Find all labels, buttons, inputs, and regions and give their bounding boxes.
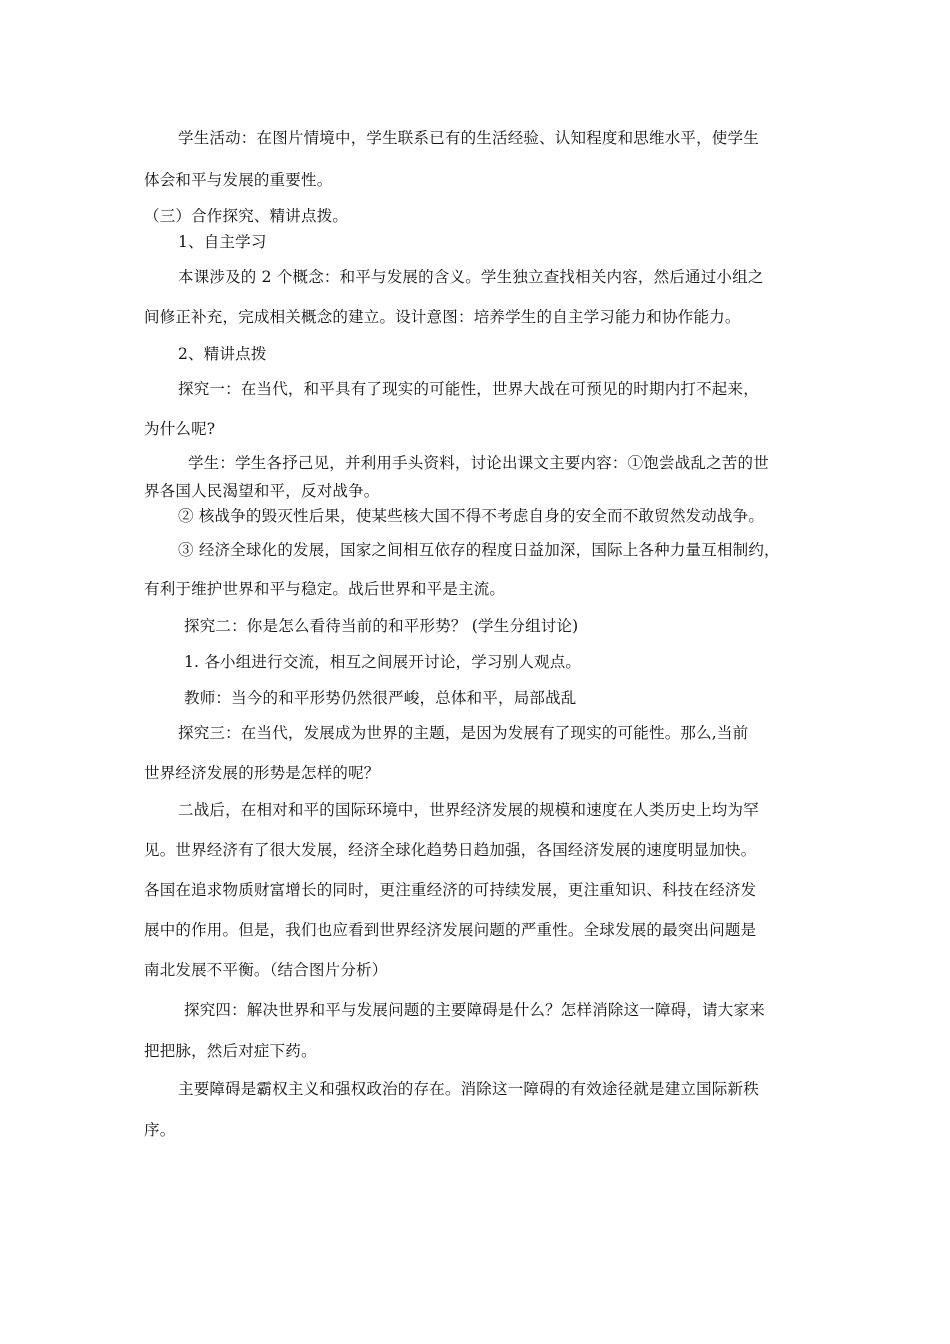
text-line: 各国在追求物质财富增长的同时，更注重经济的可持续发展，更注重知识、科技在经济发 bbox=[144, 881, 757, 899]
text-line: 主要障碍是霸权主义和强权政治的存在。消除这一障碍的有效途径就是建立国际新秩 bbox=[178, 1080, 759, 1098]
subsection-heading: 1、自主学习 bbox=[178, 233, 267, 251]
text-line: 探究四：解决世界和平与发展问题的主要障碍是什么？怎样消除这一障碍，请大家来 bbox=[184, 1001, 765, 1019]
text-line: 二战后，在相对和平的国际环境中，世界经济发展的规模和速度在人类历史上均为罕 bbox=[178, 801, 759, 819]
text-line: 见。世界经济有了很大发展，经济全球化趋势日趋加强，各国经济发展的速度明显加快。 bbox=[144, 841, 757, 859]
text-line: 探究三：在当代，发展成为世界的主题，是因为发展有了现实的可能性。那么,当前 bbox=[178, 724, 749, 742]
text-line: 教师：当今的和平形势仍然很严峻，总体和平，局部战乱 bbox=[184, 689, 577, 707]
text-line: 1. 各小组进行交流，相互之间展开讨论，学习别人观点。 bbox=[184, 653, 582, 671]
text-line: 世界经济发展的形势是怎样的呢？ bbox=[144, 764, 380, 782]
text-line: ② 核战争的毁灭性后果，使某些核大国不得不考虑自身的安全而不敢贸然发动战争。 bbox=[178, 507, 765, 525]
section-heading: （三）合作探究、精讲点拨。 bbox=[144, 207, 349, 225]
text-line: 序。 bbox=[144, 1121, 176, 1139]
text-line: 南北发展不平衡。（结合图片分析） bbox=[144, 961, 388, 979]
text-line: 学生：学生各抒己见，并利用手头资料，讨论出课文主要内容：①饱尝战乱之苦的世 bbox=[188, 454, 769, 472]
text-line: 本课涉及的 2 个概念：和平与发展的含义。学生独立查找相关内容，然后通过小组之 bbox=[178, 268, 764, 286]
text-line: 探究二：你是怎么看待当前的和平形势？ (学生分组讨论) bbox=[184, 617, 579, 635]
text-line: 展中的作用。但是，我们也应看到世界经济发展问题的严重性。全球发展的最突出问题是 bbox=[144, 921, 757, 939]
text-line: 为什么呢? bbox=[144, 420, 216, 438]
text-line: 界各国人民渴望和平，反对战争。 bbox=[144, 482, 380, 500]
text-line: 体会和平与发展的重要性。 bbox=[144, 171, 333, 189]
text-line: 有利于维护世界和平与稳定。战后世界和平是主流。 bbox=[144, 580, 506, 598]
text-line: ③ 经济全球化的发展，国家之间相互依存的程度日益加深，国际上各种力量互相制约， bbox=[178, 541, 780, 559]
text-line: 探究一：在当代，和平具有了现实的可能性，世界大战在可预见的时期内打不起来， bbox=[178, 380, 759, 398]
subsection-heading: 2、精讲点拨 bbox=[178, 345, 267, 363]
text-line: 把把脉，然后对症下药。 bbox=[144, 1042, 317, 1060]
text-line: 间修正补充，完成相关概念的建立。设计意图：培养学生的自主学习能力和协作能力。 bbox=[144, 308, 741, 326]
text-line: 学生活动：在图片情境中，学生联系已有的生活经验、认知程度和思维水平，使学生 bbox=[178, 129, 759, 147]
